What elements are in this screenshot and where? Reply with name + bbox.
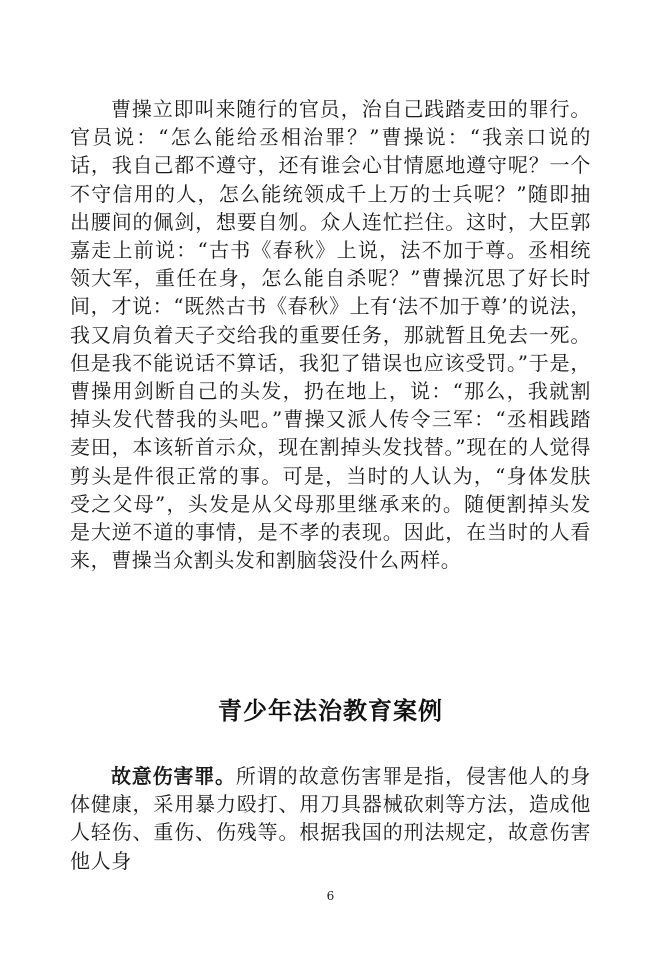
- case-paragraph: [70, 762, 591, 875]
- case-definition: 所谓的故意伤害罪是指，侵害他人的身体健康，采用暴力殴打、用刀具器械砍刺等方法，造成他人轻伤、重伤、伤残等。根据我国的刑法规定，故意伤害他人身: [70, 764, 592, 873]
- story-paragraph: 曹操立即叫来随行的官员，治自己践踏麦田的罪行。官员说：“怎么能给丞相治罪？”曹操说：“我亲口说的话，我自己都不遵守，还有谁会心甘情愿地遵守呢？一个不守信用的人，怎么能统领成千上万的士兵呢？”随即抽出腰间的佩剑，想要自刎。众人连忙拦住。这时，大臣郭嘉走上前说：“古书《春秋》上说，法不加于尊。丞相统领大军，重任在身，怎么能自杀呢？”曹操沉思了好长时间，才说：“既然古书《春秋》上有‘法不加于尊’的说法，我又肩负着天子交给我的重要任务，那就暂且免去一死。但是我不能说话不算话，我犯了错误也应该受罚。”于是，曹操用剑断自己的头发，扔在地上，说：“那么，我就割掉头发代替我的头吧。”曹操又派人传令三军：“丞相践踏麦田，本该斩首示众，现在割掉头发找替。”现在的人觉得剪头是件很正常的事。可是，当时的人认为，“身体发肤受之父母”，头发是从父母那里继承来的。随便割掉头发是大逆不道的事情，是不孝的表现。因此，在当时的人看来，曹操当众割头发和割脑袋没什么两样。: [70, 97, 591, 573]
- page-number: 6: [326, 889, 335, 903]
- case-term: 故意伤害罪。: [111, 764, 236, 788]
- section-title: 青少年法治教育案例: [218, 697, 443, 725]
